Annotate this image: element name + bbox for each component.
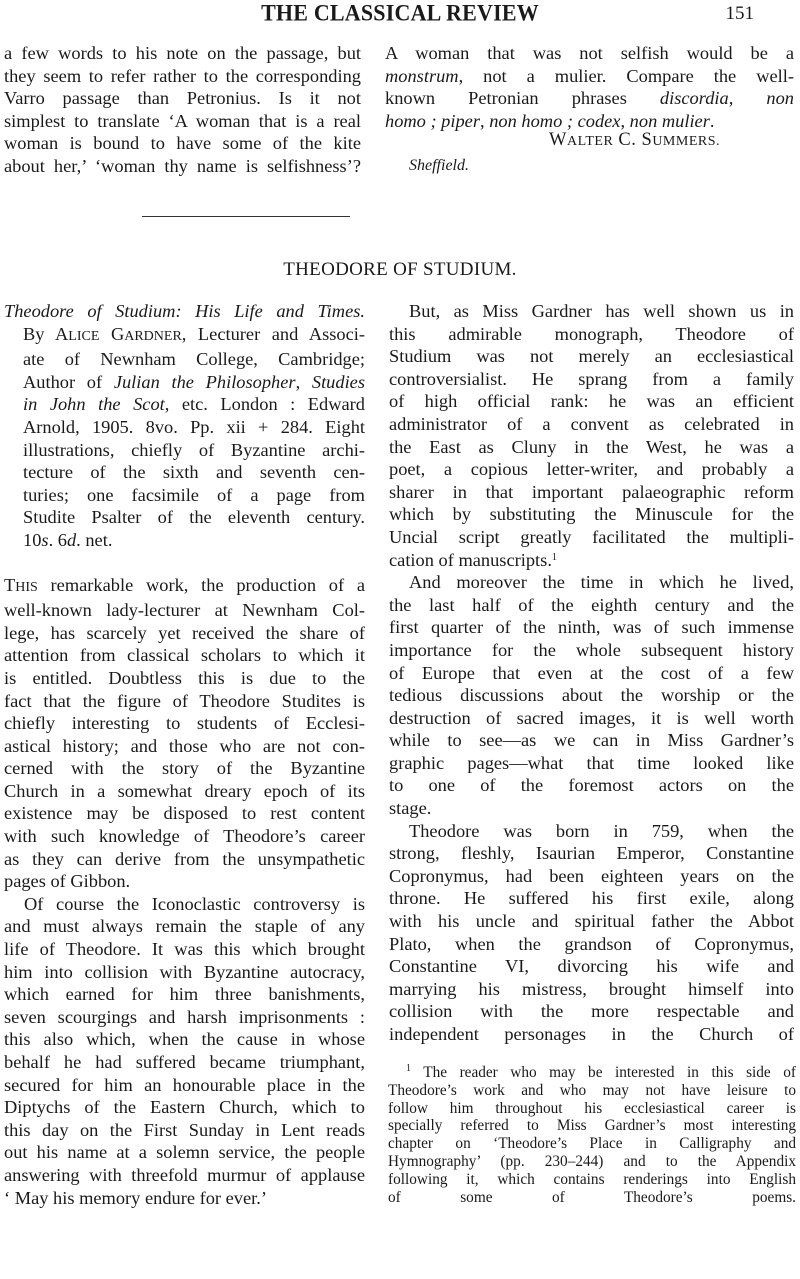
book-title: Theodore of Studium: His Life and Times. [4,301,365,321]
latin-term: discordia [659,88,729,109]
text-line: with such knowledge of Theodore’s career [4,826,365,847]
text-line: Church in a somewhat dreary epoch of its [4,780,365,801]
latin-term: non [766,88,794,109]
latin-term: monstrum [385,65,459,86]
text-line: Uncial script greatly facilitated the multipli- [389,526,794,547]
text-line: But, as Miss Gardner has well shown us in [409,301,794,321]
latin-term: non homo ; codex [489,110,621,131]
text-line: simplest to translate ‘A woman that is a real [4,110,361,131]
text-span: . net. [76,529,113,550]
footnote-marker[interactable]: 1 [551,551,557,563]
text-line: marrying his mistress, brought himself into [389,978,794,999]
text-span: known Petronian phrases [385,88,660,109]
text-line: And moreover the time in which he lived, [409,572,794,593]
text-line: Of course the Iconoclastic controversy is [24,893,365,914]
text-span: . 6 [48,529,67,550]
text-line: importance for the whole subsequent history [389,639,794,660]
text-span: s [41,529,49,550]
text-line: graphic pages—what that time looked like [389,752,794,773]
text-span: , not a mulier. Compare the well- [458,65,794,86]
text-line [23,323,365,349]
text-line [385,110,794,133]
text-span: cation of manuscripts. [389,549,552,570]
article-left-column [4,300,365,1209]
text-line: this also which, when the cause in whose [4,1029,365,1050]
text-line: the last half of the eighth century and the [389,594,794,615]
text-line: independent personages in the Church of [389,1024,794,1044]
text-line [388,1064,796,1082]
text-line: pages of Gibbon. [4,871,131,892]
text-span: ALTER [566,134,614,149]
text-line: Theodore’s work and who may not have leisure to [388,1081,796,1099]
prev-article-left-column [4,42,361,178]
text-line: lege, has scarcely yet received the share of [4,622,365,643]
page-number: 151 [725,3,754,24]
paragraph [389,300,794,571]
text-line [389,549,794,572]
text-line: him into collision with Byzantine autocracy, [4,961,365,982]
text-span: A [55,323,69,344]
text-line: they seem to refer rather to the corresponding [4,65,361,86]
text-span: , [295,371,312,392]
text-line: illustrations, chiefly of Byzantine archi- [23,439,365,460]
text-span: 10 [23,529,42,550]
text-line: Diptychs of the Eastern Church, which to [4,1097,365,1118]
text-line: this day on the First Sunday in Lent reads [4,1119,365,1140]
text-line: throne. He suffered his first exile, along [389,888,794,909]
text-line: stage. [389,798,432,819]
text-line: of Europe that even at the cost of a few [389,662,794,683]
section-divider [142,216,350,217]
text-line: seven scourgings and harsh imprisonments : [4,1006,365,1027]
text-span: W [549,130,567,150]
text-span: C. [613,130,642,150]
price [23,529,365,552]
text-span: S [641,130,653,150]
text-span: , Lecturer and Associ- [181,323,366,344]
text-line: woman is bound to have some of the kite [4,133,361,154]
spacer [4,552,365,574]
text-line: A woman that was not selfish would be a [385,43,794,63]
text-line: with his uncle and spiritual father the Abbot [389,911,794,932]
text-line: Copronymus, had been eighteen years on the [389,865,794,886]
text-span: Author of [23,371,114,392]
text-line: Studium was not merely an ecclesiastical [389,346,794,367]
text-line: follow him throughout his ecclesiastical career is [388,1099,796,1117]
text-line: Studite Psalter of the eleventh century. [23,507,365,528]
text-span: , [728,88,767,109]
text-line: the East as Cluny in the West, he was a [389,436,794,457]
text-line [4,574,365,600]
text-line: Constantine VI, divorcing his wife and [389,956,794,977]
text-line: turies; one facsimile of a page from [23,484,365,505]
text-line: answering with threefold murmur of applause [4,1164,365,1185]
bibliographic-entry [4,300,365,552]
text-span: remarkable work, the production of a [37,574,365,595]
text-line: while to see—as we can in Miss Gardner’s [389,730,794,751]
text-line: strong, fleshly, Isaurian Emperor, Constantine [389,843,794,864]
text-line: sharer in that important palaeographic reform [389,481,794,502]
cited-work: in John the Scot [23,394,165,415]
latin-term: homo ; piper [385,110,481,131]
text-line: tedious discussions about the worship or the [389,685,794,706]
text-line: specially referred to Miss Gardner’s most interesting [388,1117,796,1135]
running-head [0,0,800,28]
text-line: destruction of sacred images, it is well worth [389,707,794,728]
footnote-number: 1 [406,1063,411,1074]
paragraph [389,571,794,820]
text-line: which by substituting the Minuscule for the [389,504,794,525]
text-line: collision with the more respectable and [389,1001,794,1022]
text-line: tecture of the sixth and seventh cen- [23,462,365,483]
text-line: chiefly interesting to students of Ecclesi- [4,713,365,734]
text-line: out his name at a solemn service, the people [4,1142,365,1163]
article-title: THEODORE OF STUDIUM. [283,259,517,280]
article-right-column [389,300,794,1046]
cited-work: Studies [311,371,365,392]
text-span: The reader who may be interested in this side of [411,1064,796,1081]
text-span: d [66,529,77,550]
text-line [385,87,794,110]
text-line: ‘ May his memory endure for ever.’ [4,1187,267,1208]
text-line: chapter on ‘Theodore’s Place in Calligraphy and [388,1135,796,1153]
text-line [23,393,365,416]
text-line: life of Theodore. It was this which brought [4,939,365,960]
author-name [55,324,182,344]
text-line: Theodore was born in 759, when the [409,820,794,841]
text-line: Hymnography’ (pp. 230–244) and to the Appendix [388,1152,796,1170]
journal-title: THE CLASSICAL REVIEW [261,0,539,26]
text-span: UMMERS. [652,134,720,149]
paragraph [4,893,365,1209]
author-signature [549,130,720,151]
text-line: following it, which contains renderings into English [388,1170,796,1188]
text-line [385,65,794,88]
text-line: of some of Theodore’s poems. [388,1188,796,1206]
text-line: to one of the foremost actors on the [389,775,794,796]
text-line: first quarter of the ninth, was of such immense [389,617,794,638]
text-line: of high official rank: he was an efficient [389,391,794,412]
text-line: as they can derive from the unsympathetic [4,848,365,869]
text-line: administrator of a convent as celebrated in [389,413,794,434]
text-line: astical history; and those who are not con- [4,735,365,756]
text-line: and must always remain the staple of any [4,916,365,937]
text-line: secured for him an honourable place in the [4,1074,365,1095]
text-line: poet, a copious letter-writer, and probably a [389,459,794,480]
paragraph [389,820,794,1046]
author-place: Sheffield. [409,157,469,174]
text-span: , etc. London : Edward [164,394,365,415]
text-span: , [480,110,490,131]
text-span: , [620,110,630,131]
text-line [23,371,365,394]
prev-article-right-column [385,42,794,132]
text-line: behalf he had suffered became triumphant, [4,1052,365,1072]
text-span: . [709,110,715,131]
text-line: cerned with the story of the Byzantine [4,758,365,779]
text-span: ARDNER [124,328,182,344]
latin-term: non mulier [629,110,710,131]
text-line: Varro passage than Petronius. Is it not [4,88,361,109]
text-line: well-known lady-lecturer at Newnham Col- [4,600,365,621]
paragraph [4,574,365,893]
cited-work: Julian the Philosopher [113,371,296,392]
text-line: this admirable monograph, Theodore of [389,323,794,344]
text-line: fact that the figure of Theodore Studites is [4,690,365,711]
text-line: ate of Newnham College, Cambridge; [23,349,365,370]
text-line: which earned for him three banishments, [4,984,365,1005]
text-line: existence may be disposed to rest content [4,803,365,824]
text-line: controversialist. He sprang from a family [389,368,794,389]
text-line: Plato, when the grandson of Copronymus, [389,933,794,954]
text-line: Arnold, 1905. 8vo. Pp. xii + 284. Eight [23,416,365,437]
text-span: HIS [15,579,38,595]
text-line: is entitled. Doubtless this is due to the [4,667,365,688]
text-line: attention from classical scholars to which it [4,645,365,666]
text-span: G [110,323,125,344]
text-span: LICE [68,328,100,344]
text-line: about her,’ ‘woman thy name is selfishness’? [4,155,361,176]
text-line: a few words to his note on the passage, but [4,43,361,63]
text-span: T [4,574,16,595]
footnote [388,1064,796,1206]
text-span: By [23,323,55,344]
